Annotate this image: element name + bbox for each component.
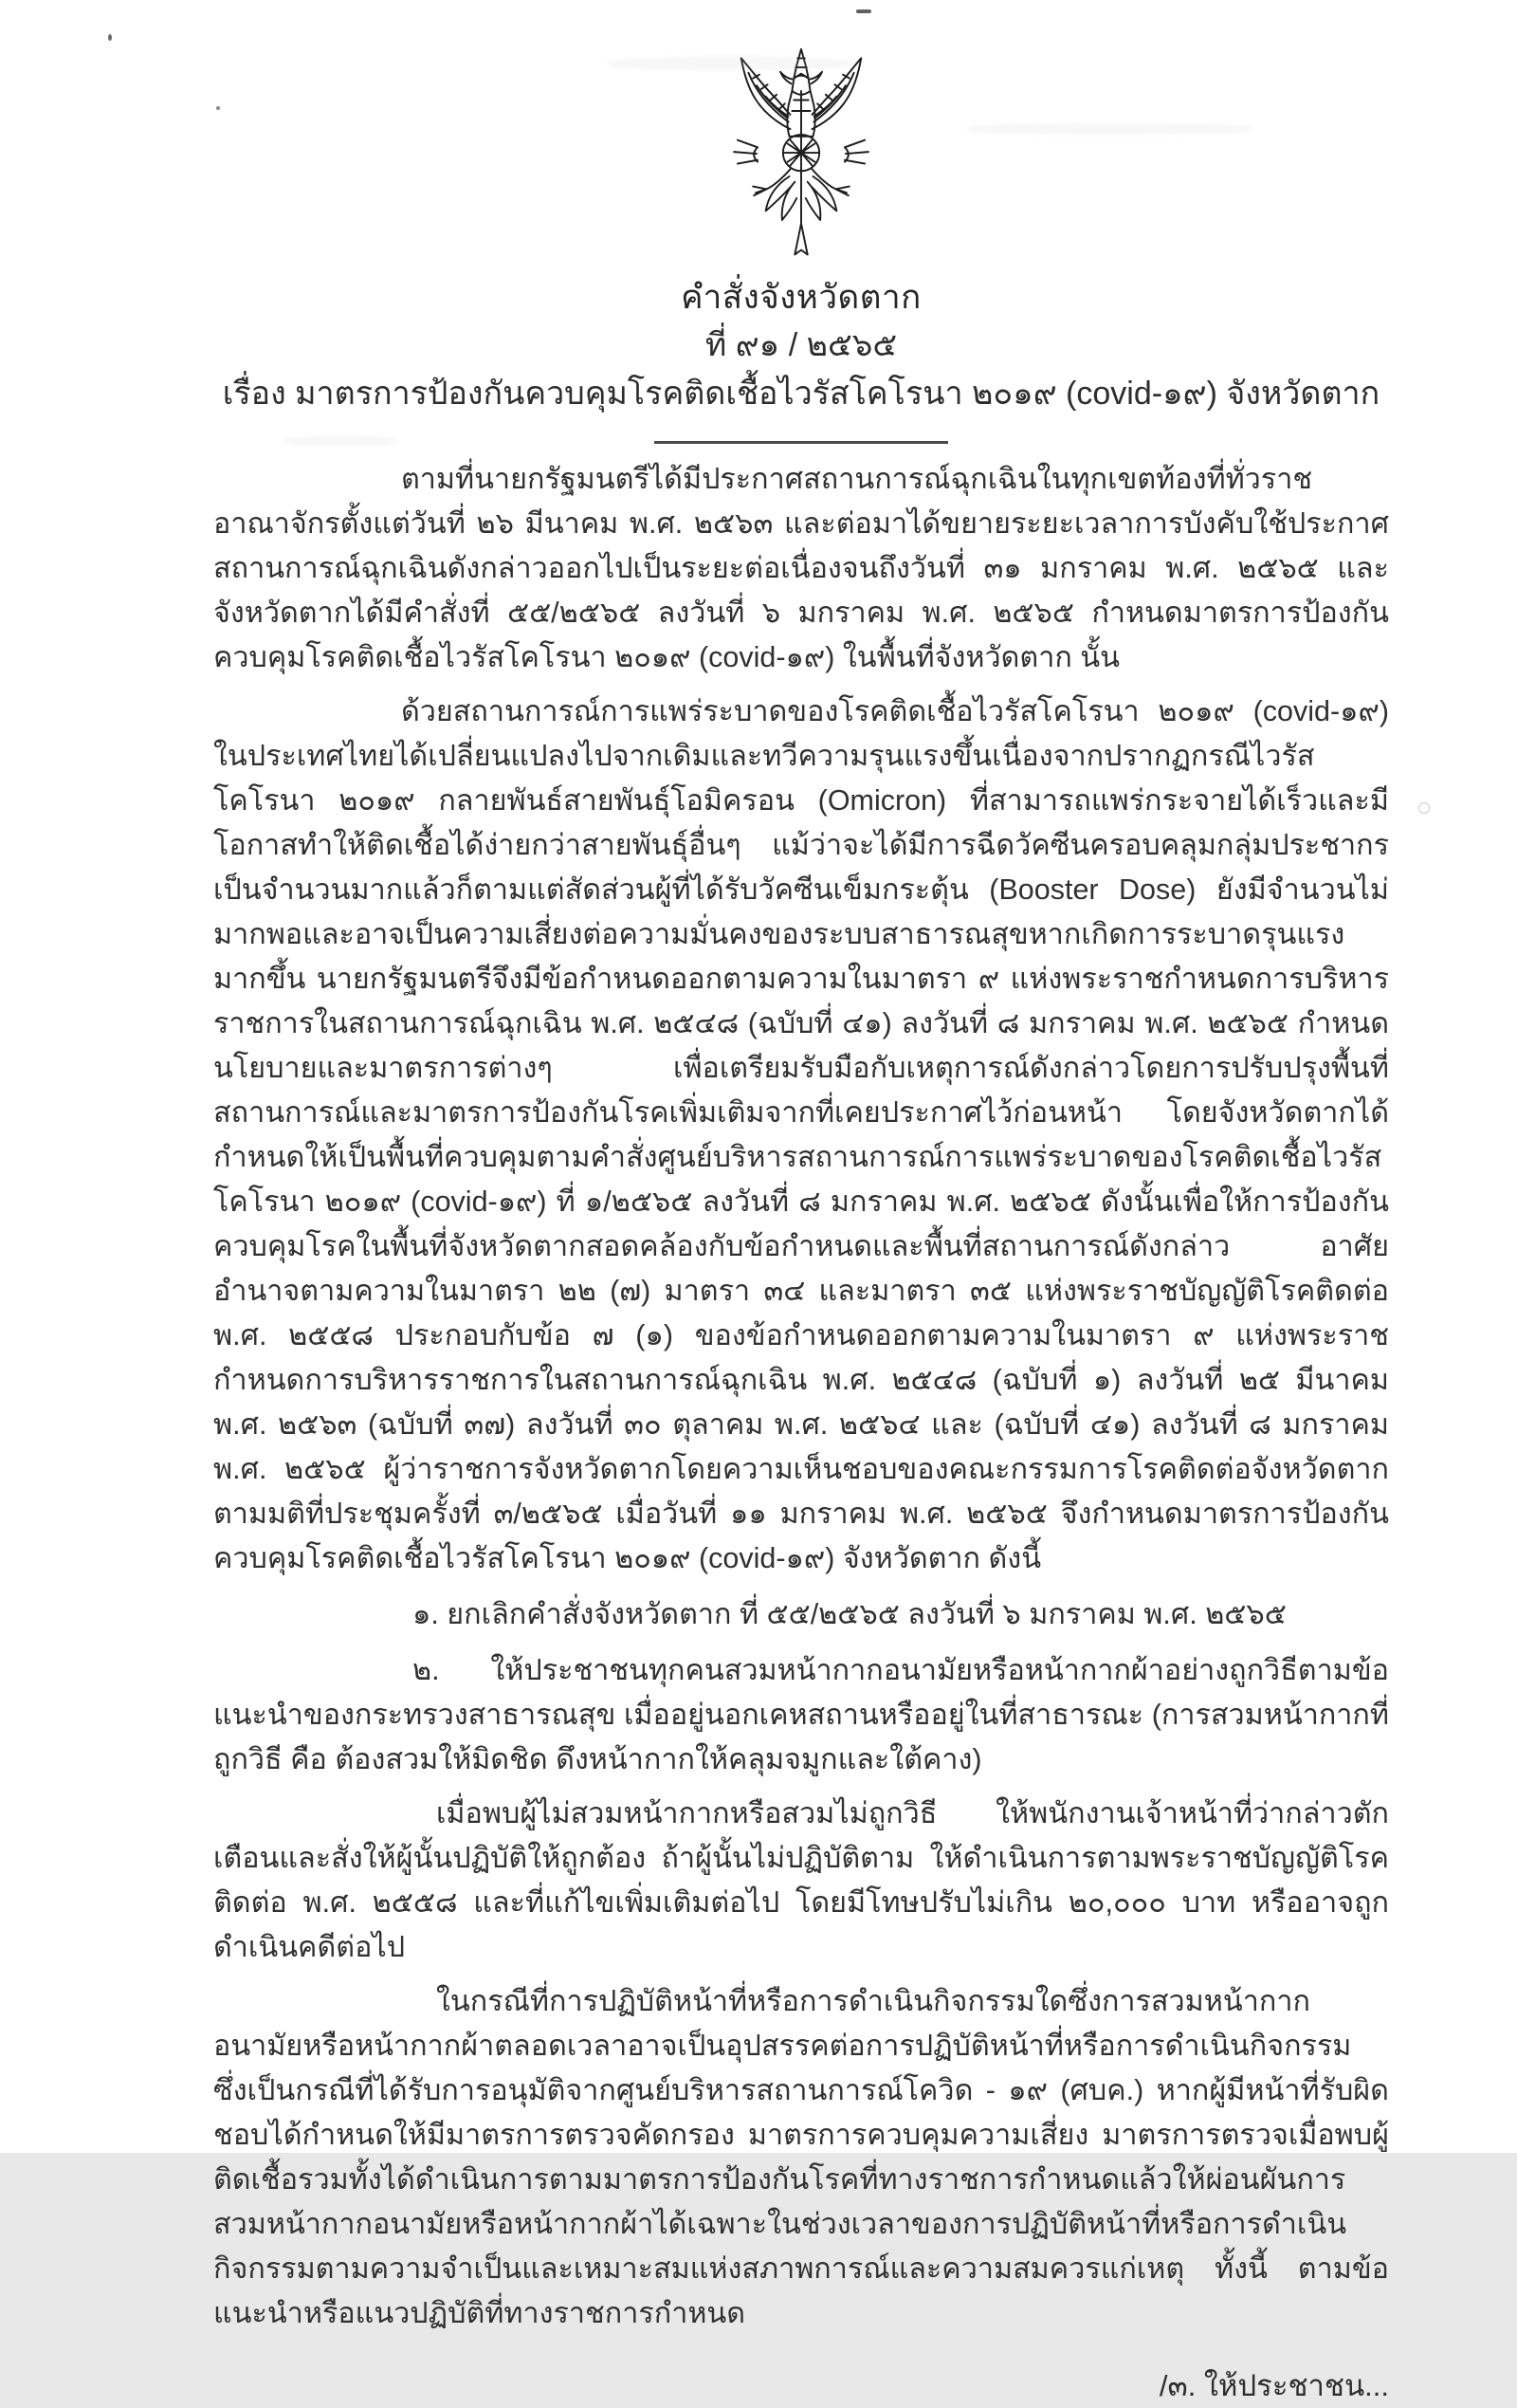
scan-smudge bbox=[967, 123, 1252, 135]
order-number: ที่ ๙๑ / ๒๕๖๕ bbox=[704, 327, 898, 363]
subject-line: เรื่อง มาตรการป้องกันควบคุมโรคติดเชื้อไวรัสโคโรนา ๒๐๑๙ (covid-๑๙) จังหวัดตาก bbox=[222, 376, 1380, 412]
scan-smudge bbox=[284, 436, 398, 446]
scan-smudge bbox=[607, 57, 853, 70]
header-divider bbox=[654, 441, 948, 444]
scan-speck bbox=[856, 9, 871, 13]
document-body bbox=[213, 457, 1389, 2336]
scan-speck bbox=[108, 34, 112, 41]
page-continuation-note: /๓. ให้ประชาชน... bbox=[1159, 2369, 1389, 2402]
order-item-2-sub-1: เมื่อพบผู้ไม่สวมหน้ากากหรือสวมไม่ถูกวิธี ให้พนักงานเจ้าหน้าที่ว่ากล่าวตักเตือนและสั่งให้ผู้นั้นปฏิบัติให้ถูกต้อง ถ้าผู้นั้นไม่ปฏิบัติตาม ให้ดำเนินการตามพระราชบัญญัติโรคติดต่อ พ.ศ. ๒๕๕๘ และที่แก้ไขเพิ่มเติมต่อไป โดยมีโทษปรับไม่เกิน ๒๐,๐๐๐ บาท หรืออาจถูกดำเนินคดีต่อไป bbox=[213, 1797, 1389, 1963]
paragraph-preamble-2: ด้วยสถานการณ์การแพร่ระบาดของโรคติดเชื้อไวรัสโคโรนา ๒๐๑๙ (covid-๑๙) ในประเทศไทยได้เปลี่ยนแปลงไปจากเดิมและทวีความรุนแรงขึ้นเนื่องจากปรากฏกรณีไวรัสโคโรนา ๒๐๑๙ กลายพันธ์สายพันธุ์โอมิครอน (Omicron) ที่สามารถแพร่กระจายได้เร็วและมีโอกาสทำให้ติดเชื้อได้ง่ายกว่าสายพันธุ์อื่นๆ แม้ว่าจะได้มีการฉีดวัคซีนครอบคลุมกลุ่มประชากรเป็นจำนวนมากแล้วก็ตามแต่สัดส่วนผู้ที่ได้รับวัคซีนเข็มกระตุ้น (Booster Dose) ยังมีจำนวนไม่มากพอและอาจเป็นความเสี่ยงต่อความมั่นคงของระบบสาธารณสุขหากเกิดการระบาดรุนแรงมากขึ้น นายกรัฐมนตรีจึงมีข้อกำหนดออกตามความในมาตรา ๙ แห่งพระราชกำหนดการบริหารราชการในสถานการณ์ฉุกเฉิน พ.ศ. ๒๕๔๘ (ฉบับที่ ๔๑) ลงวันที่ ๘ มกราคม พ.ศ. ๒๕๖๕ กำหนดนโยบายและมาตรการต่างๆ เพื่อเตรียมรับมือกับเหตุการณ์ดังกล่าวโดยการปรับปรุงพื้นที่สถานการณ์และมาตรการป้องกันโรคเพิ่มเติมจากที่เคยประกาศไว้ก่อนหน้า โดยจังหวัดตากได้กำหนดให้เป็นพื้นที่ควบคุมตามคำสั่งศูนย์บริหารสถานการณ์การแพร่ระบาดของโรคติดเชื้อไวรัสโคโรนา ๒๐๑๙ (covid-๑๙) ที่ ๑/๒๕๖๕ ลงวันที่ ๘ มกราคม พ.ศ. ๒๕๖๕ ดังนั้นเพื่อให้การป้องกันควบคุมโรคในพื้นที่จังหวัดตากสอดคล้องกับข้อกำหนดและพื้นที่สถานการณ์ดังกล่าว อาศัยอำนาจตามความในมาตรา ๒๒ (๗) มาตรา ๓๔ และมาตรา ๓๕ แห่งพระราชบัญญัติโรคติดต่อ พ.ศ. ๒๕๕๘ ประกอบกับข้อ ๗ (๑) ของข้อกำหนดออกตามความในมาตรา ๙ แห่งพระราชกำหนดการบริหารราชการในสถานการณ์ฉุกเฉิน พ.ศ. ๒๕๔๘ (ฉบับที่ ๑) ลงวันที่ ๒๕ มีนาคม พ.ศ. ๒๕๖๓ (ฉบับที่ ๓๗) ลงวันที่ ๓๐ ตุลาคม พ.ศ. ๒๕๖๔ และ (ฉบับที่ ๔๑) ลงวันที่ ๘ มกราคม พ.ศ. ๒๕๖๕ ผู้ว่าราชการจังหวัดตากโดยความเห็นชอบของคณะกรรมการโรคติดต่อจังหวัดตาก ตามมติที่ประชุมครั้งที่ ๓/๒๕๖๕ เมื่อวันที่ ๑๑ มกราคม พ.ศ. ๒๕๖๕ จึงกำหนดมาตรการป้องกันควบคุมโรคติดเชื้อไวรัสโคโรนา ๒๐๑๙ (covid-๑๙) จังหวัดตาก ดังนี้ bbox=[213, 695, 1389, 1574]
order-item-2: ๒. ให้ประชาชนทุกคนสวมหน้ากากอนามัยหรือหน้ากากผ้าอย่างถูกวิธีตามข้อแนะนำของกระทรวงสาธารณสุข เมื่ออยู่นอกเคหสถานหรืออยู่ในที่สาธารณะ (การสวมหน้ากากที่ถูกวิธี คือ ต้องสวมให้มิดชิด ดึงหน้ากากให้คลุมจมูกและใต้คาง) bbox=[213, 1654, 1389, 1775]
scan-speck bbox=[216, 106, 220, 110]
paragraph-preamble-1: ตามที่นายกรัฐมนตรีได้มีประกาศสถานการณ์ฉุกเฉินในทุกเขตท้องที่ทั่วราชอาณาจักรตั้งแต่วันที่ ๒๖ มีนาคม พ.ศ. ๒๕๖๓ และต่อมาได้ขยายระยะเวลาการบังคับใช้ประกาศสถานการณ์ฉุกเฉินดังกล่าวออกไปเป็นระยะต่อเนื่องจนถึงวันที่ ๓๑ มกราคม พ.ศ. ๒๕๖๕ และจังหวัดตากได้มีคำสั่งที่ ๕๕/๒๕๖๕ ลงวันที่ ๖ มกราคม พ.ศ. ๒๕๖๕ กำหนดมาตรการป้องกันควบคุมโรคติดเชื้อไวรัสโคโรนา ๒๐๑๙ (covid-๑๙) ในพื้นที่จังหวัดตาก นั้น bbox=[213, 463, 1389, 673]
scan-speck bbox=[1418, 802, 1430, 814]
order-item-1: ๑. ยกเลิกคำสั่งจังหวัดตาก ที่ ๕๕/๒๕๖๕ ลงวันที่ ๖ มกราคม พ.ศ. ๒๕๖๕ bbox=[412, 1598, 1287, 1630]
document-title: คำสั่งจังหวัดตาก bbox=[681, 279, 922, 316]
garuda-emblem-icon bbox=[701, 46, 902, 264]
order-item-2-sub-2: ในกรณีที่การปฏิบัติหน้าที่หรือการดำเนินกิจกรรมใดซึ่งการสวมหน้ากากอนามัยหรือหน้ากากผ้าตลอดเวลาอาจเป็นอุปสรรคต่อการปฏิบัติหน้าที่หรือการดำเนินกิจกรรม ซึ่งเป็นกรณีที่ได้รับการอนุมัติจากศูนย์บริหารสถานการณ์โควิด - ๑๙ (ศบค.) หากผู้มีหน้าที่รับผิดชอบได้กำหนดให้มีมาตรการตรวจคัดกรอง มาตรการควบคุมความเสี่ยง มาตรการตรวจเมื่อพบผู้ติดเชื้อรวมทั้งได้ดำเนินการตามมาตรการป้องกันโรคที่ทางราชการกำหนดแล้วให้ผ่อนผันการสวมหน้ากากอนามัยหรือหน้ากากผ้าได้เฉพาะในช่วงเวลาของการปฏิบัติหน้าที่หรือการดำเนินกิจกรรมตามความจำเป็นและเหมาะสมแห่งสภาพการณ์และความสมควรแก่เหตุ ทั้งนี้ ตามข้อแนะนำหรือแนวปฏิบัติที่ทางราชการกำหนด bbox=[213, 1985, 1389, 2329]
emblem-container bbox=[213, 46, 1389, 268]
